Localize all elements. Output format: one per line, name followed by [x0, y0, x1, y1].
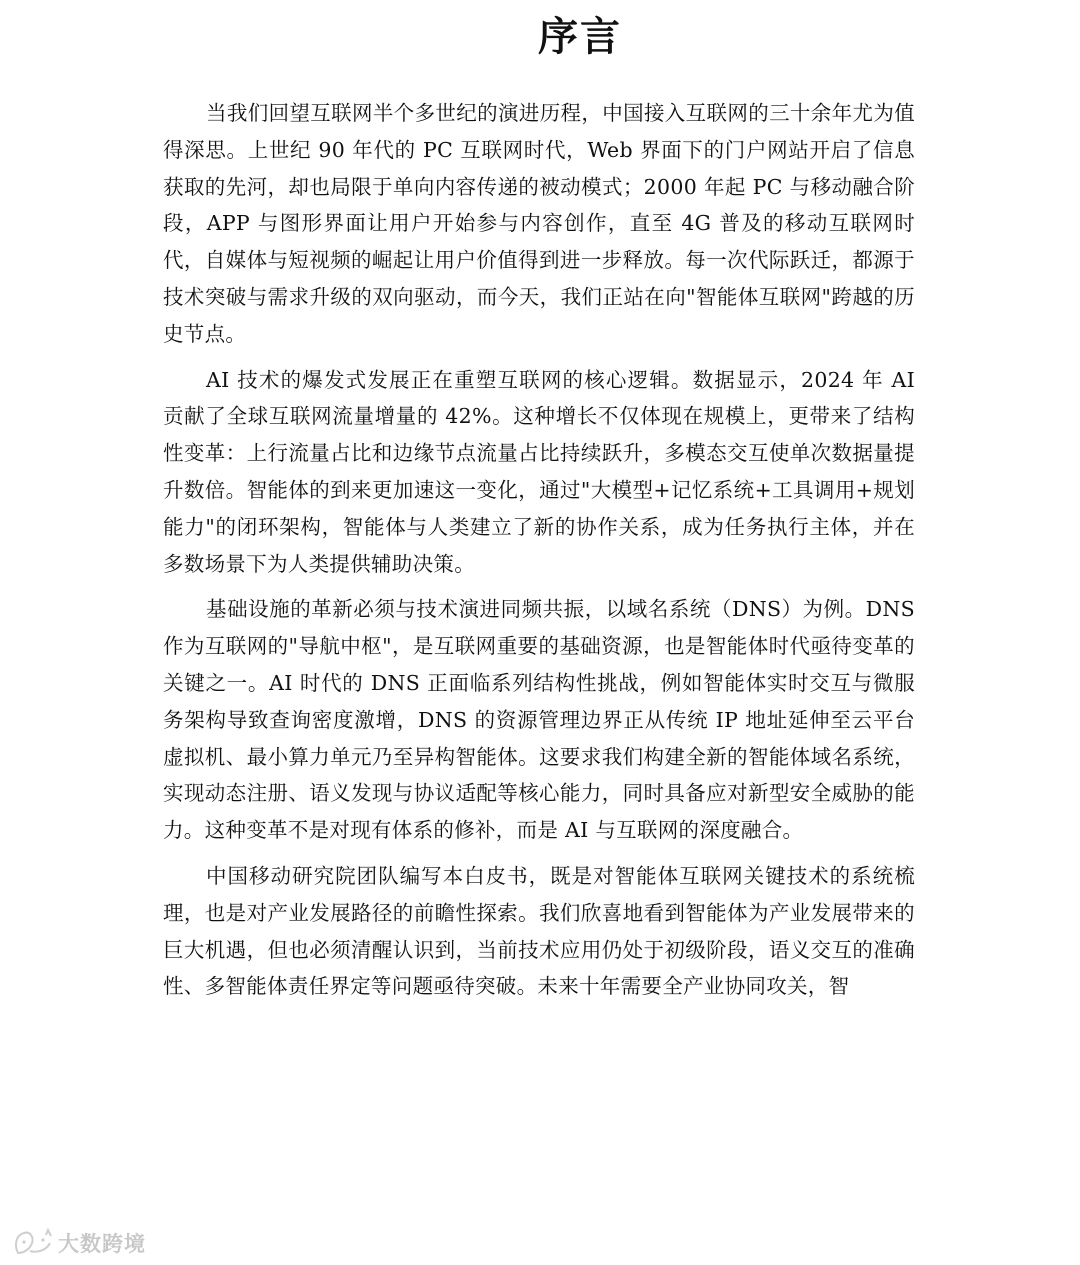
watermark-text: 大数跨境	[58, 1232, 146, 1256]
paragraph-3: 基础设施的革新必须与技术演进同频共振，以域名系统（DNS）为例。DNS 作为互联网的"导航中枢"，是互联网重要的基础资源，也是智能体时代亟待变革的关键之一。AI 时代的 DNS 正面临系列结构性挑战，例如智能体实时交互与微服务架构导致查询密度激增，DNS 的资源管理边界正从传统 IP 地址延伸至云平台虚拟机、最小算力单元乃至异构智能体。这要求我们构建全新的智能体域名系统，实现动态注册、语义发现与协议适配等核心能力，同时具备应对新型安全威胁的能力。这种变革不是对现有体系的修补，而是 AI 与互联网的深度融合。	[163, 597, 915, 843]
paragraph-1: 当我们回望互联网半个多世纪的演进历程，中国接入互联网的三十余年尤为值得深思。上世纪 90 年代的 PC 互联网时代，Web 界面下的门户网站开启了信息获取的先河，却也局限于单向内容传递的被动模式；2000 年起 PC 与移动融合阶段，APP 与图形界面让用户开始参与内容创作，直至 4G 普及的移动互联网时代，自媒体与短视频的崛起让用户价值得到进一步释放。每一次代际跃迁，都源于技术突破与需求升级的双向驱动，而今天，我们正站在向"智能体互联网"跨越的历史节点。	[163, 101, 915, 346]
paragraph-2: AI 技术的爆发式发展正在重塑互联网的核心逻辑。数据显示，2024 年 AI 贡献了全球互联网流量增量的 42%。这种增长不仅体现在规模上，更带来了结构性变革：上行流量占比和边缘节点流量占比持续跃升，多模态交互使单次数据量提升数倍。智能体的到来更加速这一变化，通过"大模型+记忆系统+工具调用+规划能力"的闭环架构，智能体与人类建立了新的协作关系，成为任务执行主体，并在多数场景下为人类提供辅助决策。	[163, 367, 915, 576]
cat-face-logo-icon	[12, 1227, 56, 1259]
body-text	[163, 95, 915, 1014]
watermark	[12, 1226, 146, 1260]
paragraph-4: 中国移动研究院团队编写本白皮书，既是对智能体互联网关键技术的系统梳理，也是对产业发展路径的前瞻性探索。我们欣喜地看到智能体为产业发展带来的巨大机遇，但也必须清醒认识到，当前技术应用仍处于初级阶段，语义交互的准确性、多智能体责任界定等问题亟待突破。未来十年需要全产业协同攻关，智	[163, 863, 915, 999]
page-title: 序言	[538, 14, 622, 60]
